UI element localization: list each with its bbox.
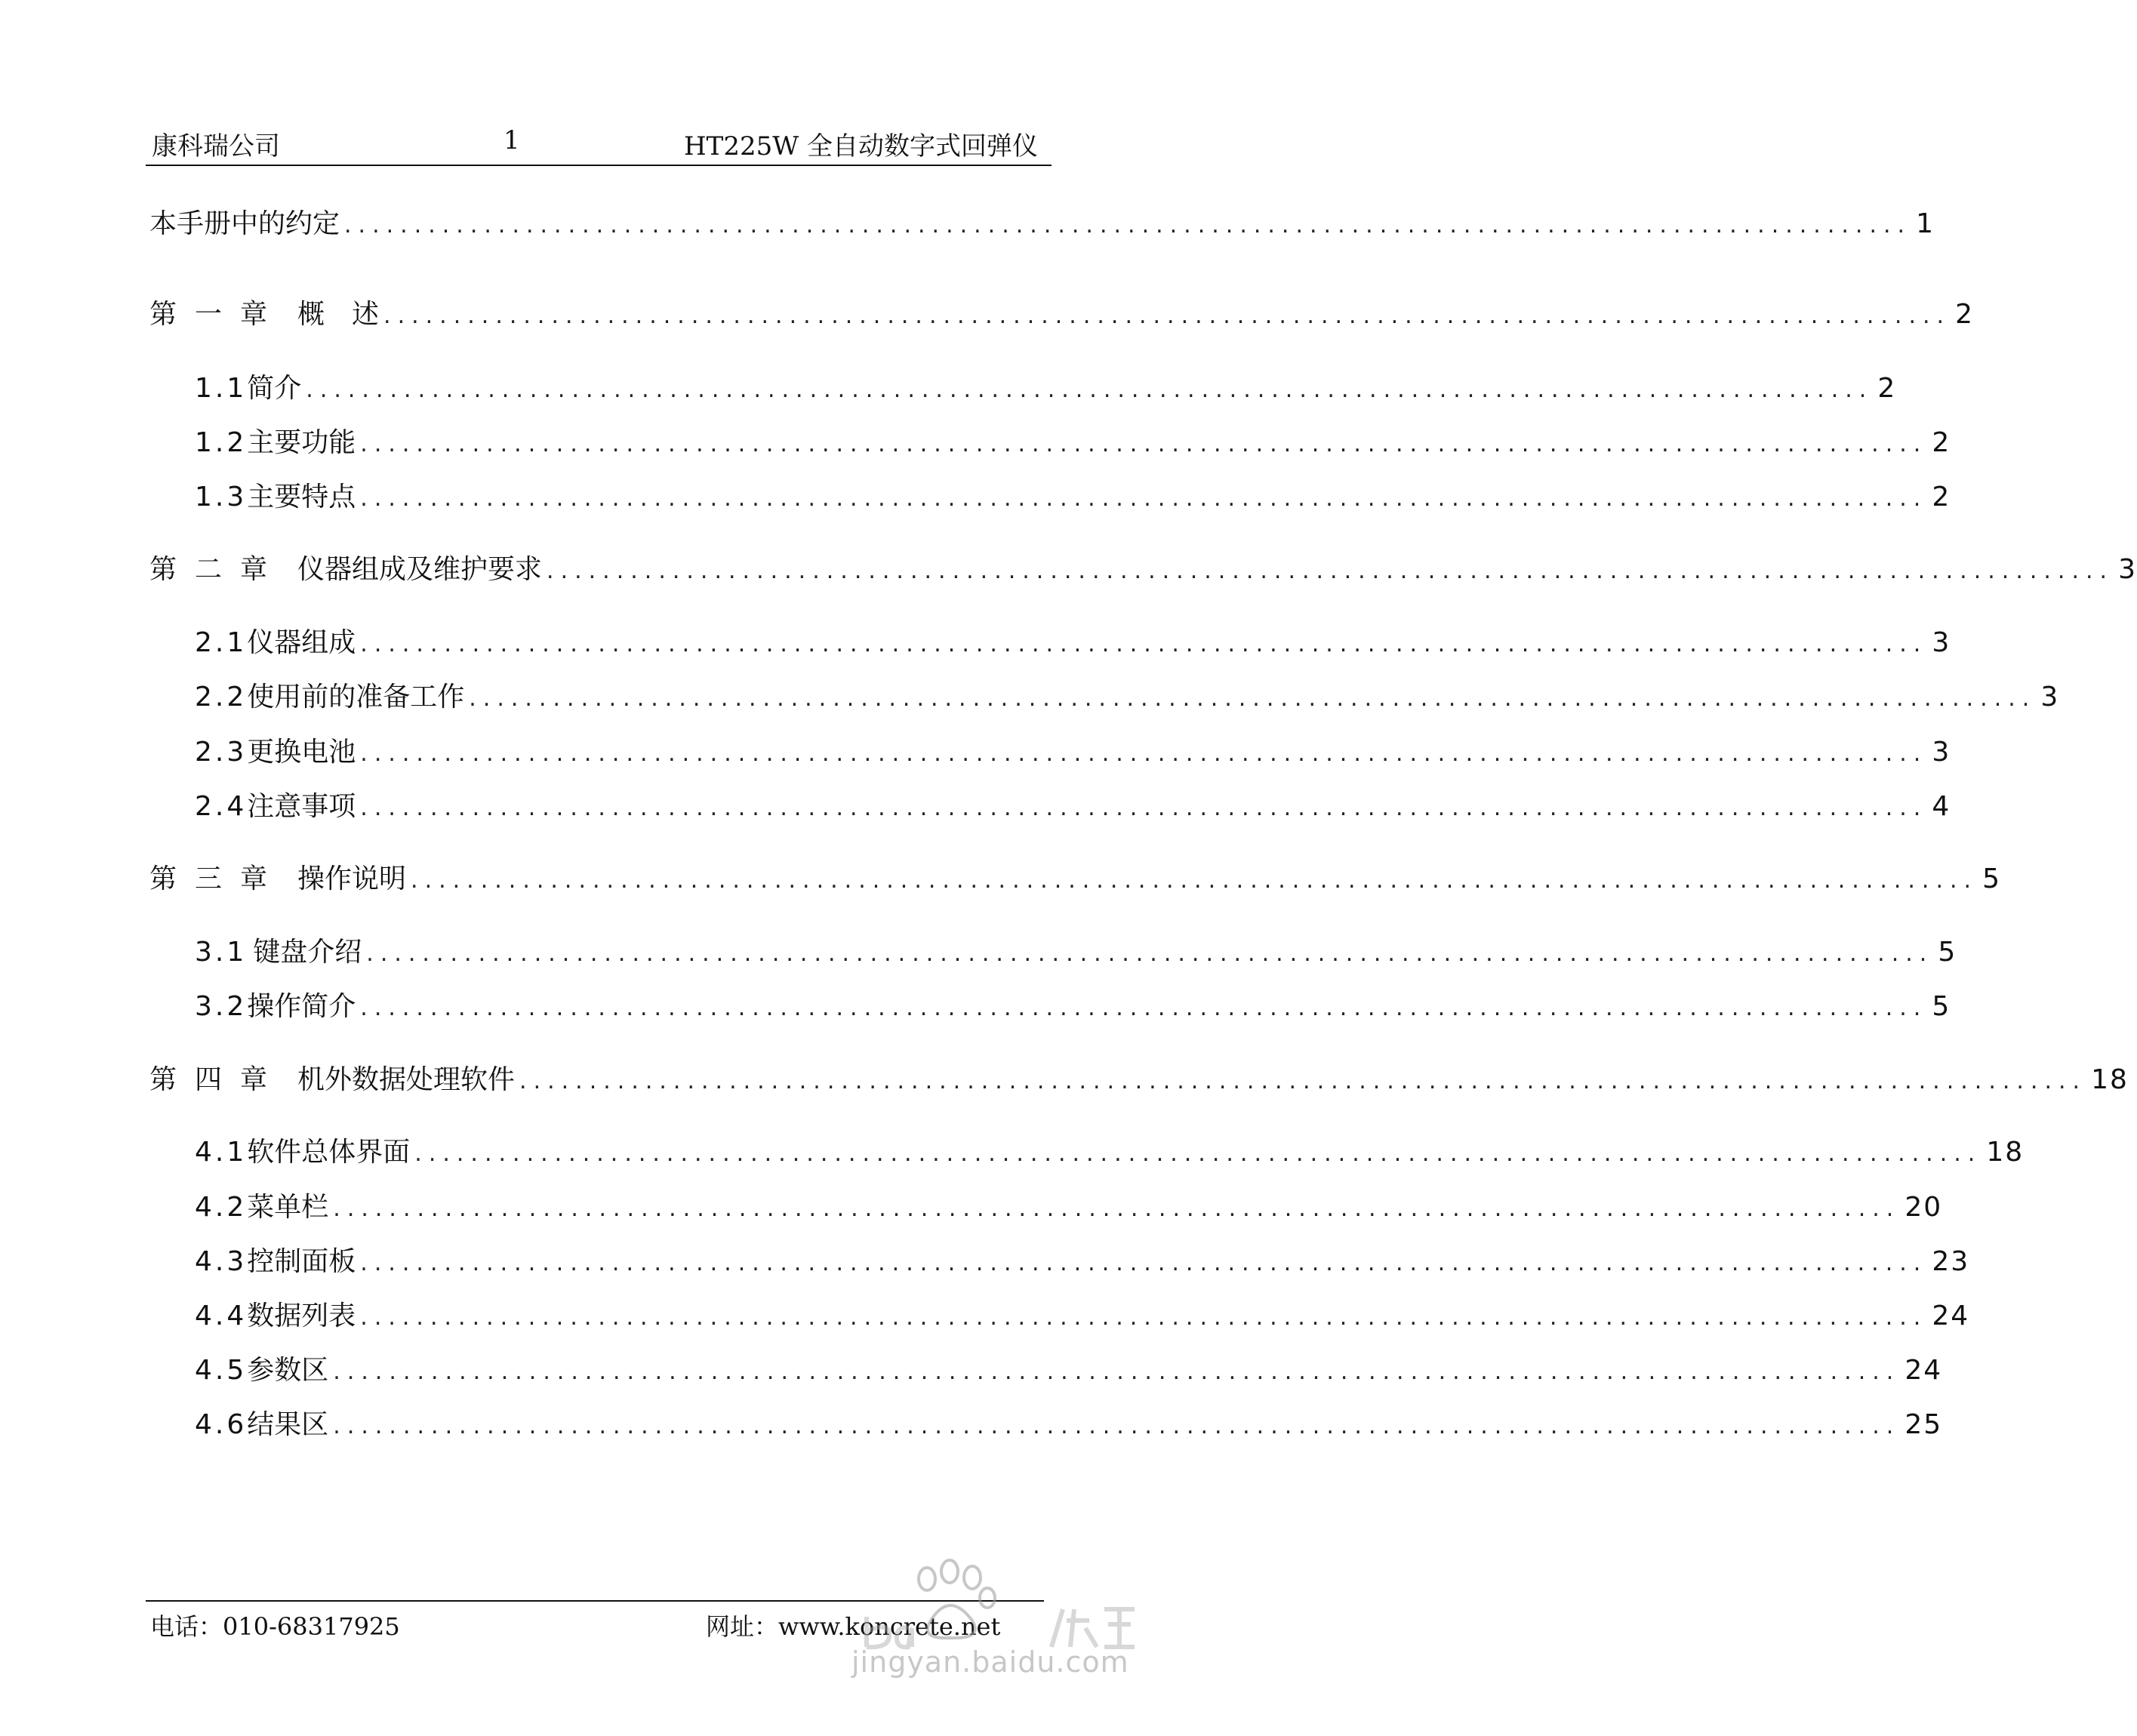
toc-row-conventions[interactable] (149, 202, 1935, 241)
toc-label: 主要特点 (247, 482, 356, 512)
toc-page: 2 (1932, 427, 1951, 458)
toc-leader: ................................................................................................................ (360, 795, 1928, 821)
toc-page: 4 (1932, 791, 1951, 822)
toc-leader: ................................................................................................................ (383, 303, 1951, 329)
toc-leader: ................................................................................................................ (360, 485, 1928, 512)
toc-label: 机外数据处理软件 (297, 1064, 516, 1095)
toc-label: 软件总体界面 (247, 1137, 411, 1168)
toc-leader: ................................................................................................................ (366, 940, 1934, 967)
toc-number: 2.3 (195, 737, 248, 768)
toc-page: 3 (2118, 554, 2137, 585)
toc-row-2-1[interactable] (195, 621, 1951, 660)
footer-website: 网址：www.koncrete.net (706, 1612, 1001, 1641)
toc-label: 参数区 (247, 1355, 329, 1386)
toc-number: 4.4 (195, 1300, 248, 1331)
toc-number: 1.1 (195, 373, 248, 404)
toc-leader: ................................................................................................................ (519, 1068, 2087, 1094)
toc-row-1-1[interactable] (195, 367, 1897, 405)
toc-label: 注意事项 (247, 791, 356, 822)
toc-number: 2.1 (195, 627, 248, 658)
toc-row-2-4[interactable] (195, 785, 1951, 823)
toc-leader: ................................................................................................................ (360, 1250, 1928, 1276)
toc-label: 仪器组成 (247, 627, 356, 658)
toc-chapter: 第二章 (149, 554, 286, 585)
toc-label: 概 述 (297, 299, 380, 330)
toc-row-4-3[interactable] (195, 1240, 1970, 1279)
toc-row-4-6[interactable] (195, 1403, 1943, 1442)
toc-label: 数据列表 (247, 1300, 356, 1331)
toc-row-1-3[interactable] (195, 476, 1951, 514)
toc-label: 本手册中的约定 (149, 208, 340, 239)
toc-leader: ................................................................................................................ (360, 740, 1928, 767)
toc-page: 3 (1932, 627, 1951, 658)
toc-row-1-2[interactable] (195, 421, 1951, 460)
toc-leader: ................................................................................................................ (360, 631, 1928, 657)
toc-label: 菜单栏 (247, 1192, 329, 1223)
toc-label: 更换电池 (247, 737, 356, 768)
toc-page: 5 (1982, 863, 2001, 894)
toc-row-chapter-4[interactable] (149, 1058, 2129, 1097)
header-page-number: 1 (503, 125, 520, 155)
toc-label: 操作简介 (247, 991, 356, 1022)
toc-label: 控制面板 (247, 1246, 356, 1277)
toc-row-4-1[interactable] (195, 1131, 2025, 1169)
toc-page: 2 (1877, 373, 1897, 404)
toc-leader: ................................................................................................................ (360, 1304, 1928, 1331)
toc-label: 主要功能 (247, 427, 356, 458)
toc-page: 20 (1905, 1192, 1943, 1223)
toc-leader: ................................................................................................................ (306, 377, 1874, 403)
toc-number: 4.6 (195, 1409, 248, 1440)
toc-label: 使用前的准备工作 (247, 682, 465, 713)
toc-label: 仪器组成及维护要求 (297, 554, 543, 585)
toc-page: 24 (1932, 1300, 1970, 1331)
toc-page: 5 (1938, 937, 1957, 968)
toc-row-2-3[interactable] (195, 731, 1951, 769)
toc-row-4-2[interactable] (195, 1186, 1943, 1224)
toc-page: 24 (1905, 1355, 1943, 1386)
toc-row-2-2[interactable] (195, 676, 2060, 714)
toc-page: 18 (2091, 1064, 2129, 1095)
toc-page: 5 (1932, 991, 1951, 1022)
toc-chapter: 第一章 (149, 299, 286, 330)
toc-number: 2.2 (195, 682, 248, 713)
toc-page: 1 (1916, 208, 1935, 239)
toc-page: 2 (1955, 299, 1974, 330)
toc-leader: ................................................................................................................ (333, 1196, 1901, 1222)
toc-leader: ................................................................................................................ (547, 558, 2114, 584)
toc-leader: ................................................................................................................ (360, 431, 1928, 457)
toc-leader: ................................................................................................................ (360, 995, 1928, 1021)
toc-row-3-2[interactable] (195, 985, 1951, 1023)
toc-leader: ................................................................................................................ (469, 685, 2037, 712)
toc-page: 23 (1932, 1246, 1970, 1277)
toc-number: 4.2 (195, 1192, 248, 1223)
baidu-paw-icon (836, 1556, 1138, 1654)
toc-page: 3 (1932, 737, 1951, 768)
toc-label: 结果区 (247, 1409, 329, 1440)
toc-row-4-4[interactable] (195, 1294, 1970, 1333)
toc-number: 3.2 (195, 991, 248, 1022)
toc-row-3-1[interactable] (195, 931, 1957, 969)
toc-label: 简介 (247, 373, 302, 404)
toc-page: 18 (1986, 1137, 2025, 1168)
toc-label: 操作说明 (297, 863, 407, 894)
toc-leader: ................................................................................................................ (414, 1140, 1982, 1167)
toc-row-chapter-2[interactable] (149, 548, 2137, 586)
toc-leader: ................................................................................................................ (411, 867, 1978, 894)
toc-page: 25 (1905, 1409, 1943, 1440)
toc-chapter: 第四章 (149, 1064, 286, 1095)
toc-chapter: 第三章 (149, 863, 286, 894)
header-product: HT225W 全自动数字式回弹仪 (684, 131, 1038, 162)
toc-number: 4.3 (195, 1246, 248, 1277)
toc-page: 3 (2040, 682, 2060, 713)
toc-row-chapter-3[interactable] (149, 857, 2001, 896)
header-company: 康科瑞公司 (152, 131, 280, 162)
toc-row-4-5[interactable] (195, 1349, 1943, 1387)
baidu-watermark (836, 1556, 1138, 1707)
toc-leader: ................................................................................................................ (333, 1413, 1901, 1439)
toc-page: 2 (1932, 482, 1951, 512)
watermark-text: jingyan.baidu.com (851, 1645, 1129, 1679)
footer-phone: 电话：010-68317925 (150, 1612, 400, 1641)
toc-row-chapter-1[interactable] (149, 293, 1974, 331)
toc-leader: ................................................................................................................ (333, 1359, 1901, 1385)
toc-number: 4.5 (195, 1355, 248, 1386)
page-header (146, 119, 1052, 166)
toc-number: 1.3 (195, 482, 248, 512)
toc-leader: ................................................................................................................ (344, 212, 1912, 239)
toc-number: 3.1 (195, 937, 248, 968)
toc-label: 键盘介绍 (253, 937, 362, 968)
toc-number: 1.2 (195, 427, 248, 458)
toc-number: 4.1 (195, 1137, 248, 1168)
toc-number: 2.4 (195, 791, 248, 822)
